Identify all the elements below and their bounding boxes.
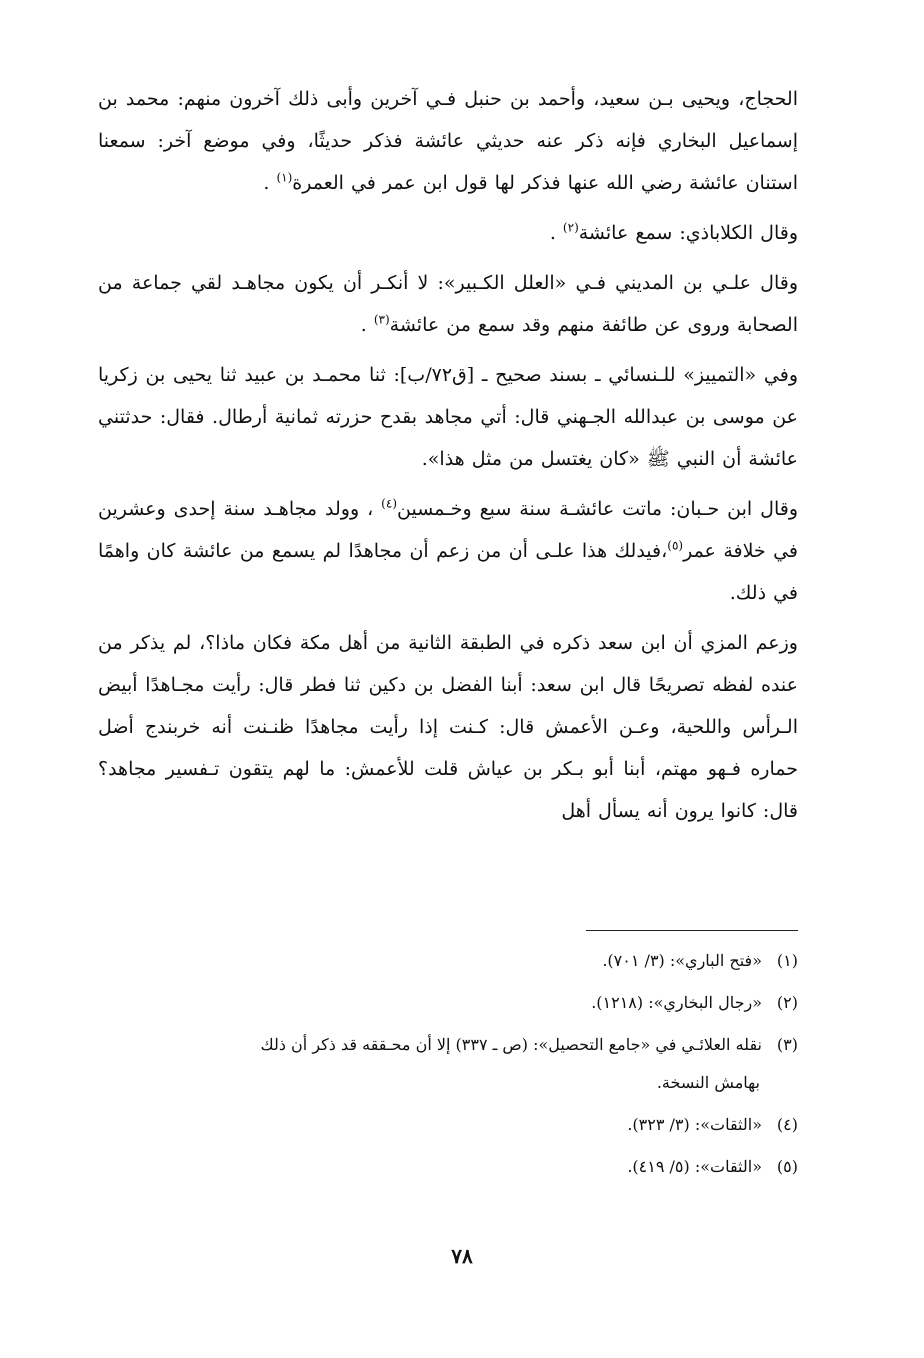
footnote-number: (١) [776, 951, 798, 970]
footnote-separator [586, 930, 798, 931]
footnote-text: «فتح الباري»: (٣/ ٧٠١). [602, 951, 762, 970]
footnote-number: (٥) [776, 1157, 798, 1176]
paragraph-5-end: ،فيدلك هذا علـى أن من زعم أن مجاهدًا لم يسمع من عائشة كان واهمًا في ذلك. [98, 540, 798, 604]
footnote-5 [98, 1148, 798, 1186]
paragraph-6-text: وزعم المزي أن ابن سعد ذكره في الطبقة الثانية من أهل مكة فكان ماذا؟، لم يذكر من عنده لفظه تصريحًا قال ابن سعد: أبنا الفضل بن دكين ثنا فطر قال: رأيت مجـاهدًا أبيض الـرأس واللحية، وعـن الأعمش قال: كـنت إذا رأيت مجاهدًا ظنـنت أنه خربندج أضل حماره فـهو مهتم، أبنا أبو بـكر بن عياش قلت للأعمش: ما لهم يتقون تـفسير مجاهد؟ قال: كانوا يرون أنه يسأل أهل [98, 632, 798, 822]
paragraph-3 [98, 262, 798, 346]
footnotes [98, 942, 798, 1190]
footnote-ref-1: (١) [276, 170, 293, 185]
footnote-3 [98, 1026, 798, 1102]
page-number: ٧٨ [451, 1244, 473, 1268]
footnote-text: نقله العلائـي في «جامع التحصيل»: (ص ـ ٣٣٧) إلا أن محـققه قد ذكر أن ذلك [260, 1035, 762, 1054]
footnote-ref-4: (٤) [381, 496, 397, 511]
paragraph-3-text: وقال علـي بن المديني فـي «العلل الكـبير»: لا أنكـر أن يكون مجاهـد لقي جماعة من الصحابة وروى عن طائفة منهم وقد سمع من عائشة [98, 272, 798, 336]
footnote-continuation: بهامش النسخة. [656, 1073, 760, 1092]
paragraph-5-text: وقال ابن حـبان: ماتت عائشـة سنة سبع وخـمسين [397, 498, 798, 520]
paragraph-5-middle: ، وولد مجاهـد سنة إحدى وعشرين في خلافة عمر [98, 498, 799, 562]
paragraph-2 [98, 212, 798, 254]
paragraph-1-text: الحجاج، ويحيى بـن سعيد، وأحمد بن حنبل فـي آخرين وأبى ذلك آخرون منهم: محمد بن إسماعيل البخاري فإنه ذكر عنه حديثي عائشة فذكر حديثًا، وفي موضع آخر: سمعنا استنان عائشة رضي الله عنها فذكر لها قول ابن عمر في العمرة [98, 88, 798, 194]
paragraph-2-end: . [549, 222, 563, 244]
main-text [98, 78, 798, 840]
footnote-ref-5: (٥) [667, 538, 684, 553]
footnote-2 [98, 984, 798, 1022]
paragraph-4-text: وفي «التمييز» للـنسائي ـ بسند صحيح ـ [ق٧٢/ب]: ثنا محمـد بن عبيد ثنا يحيى بن زكريا عن موسى بن عبدالله الجـهني قال: أتي مجاهد بقدح حزرته ثمانية أرطال. فقال: حدثتني عائشة أن النبي ﷺ «كان يغتسل من مثل هذا». [98, 364, 798, 470]
footnote-text: «الثقات»: (٣/ ٣٢٣). [627, 1115, 762, 1134]
footnote-ref-2: (٢) [562, 220, 579, 235]
paragraph-1-end: . [263, 172, 277, 194]
paragraph-1 [98, 78, 798, 204]
footnote-number: (٢) [776, 993, 798, 1012]
footnote-4 [98, 1106, 798, 1144]
paragraph-4 [98, 354, 798, 480]
footnote-text: «رجال البخاري»: (١٢١٨). [591, 993, 762, 1012]
footnote-number: (٤) [776, 1115, 798, 1134]
footnote-ref-3: (٣) [373, 312, 390, 327]
paragraph-5 [98, 488, 798, 614]
footnote-text: «الثقات»: (٥/ ٤١٩). [627, 1157, 762, 1176]
footnote-1 [98, 942, 798, 980]
paragraph-6 [98, 622, 798, 832]
footnote-number: (٣) [776, 1035, 798, 1054]
paragraph-3-end: . [360, 314, 374, 336]
paragraph-2-text: وقال الكلاباذي: سمع عائشة [578, 222, 798, 244]
